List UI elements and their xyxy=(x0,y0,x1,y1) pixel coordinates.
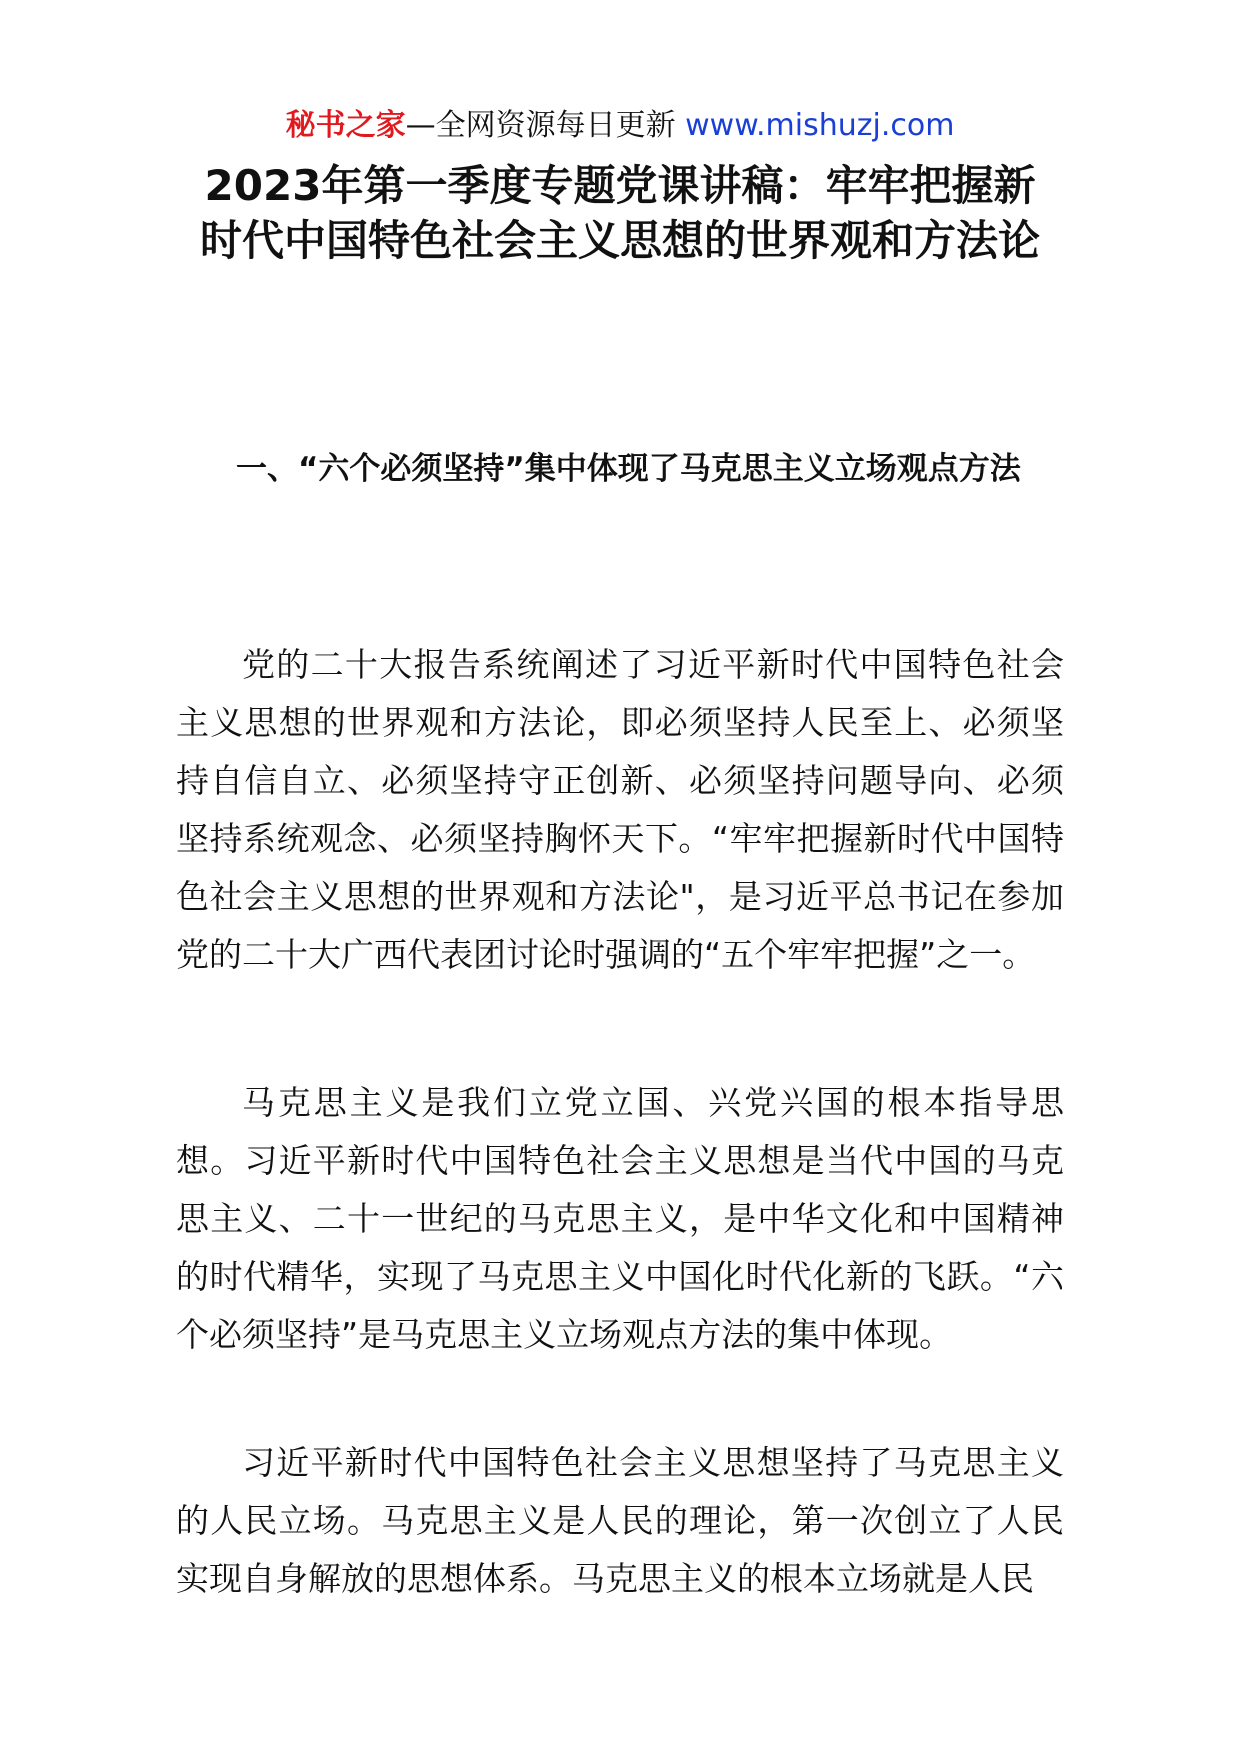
site-header xyxy=(0,106,1240,146)
site-tagline: —全网资源每日更新 xyxy=(405,108,676,143)
body-paragraph-2: 马克思主义是我们立党立国、兴党兴国的根本指导思想。习近平新时代中国特色社会主义思想是当代中国的马克思主义、二十一世纪的马克思主义，是中华文化和中国精神的时代精华，实现了马克思主义中国化时代化新的飞跃。“六个必须坚持”是马克思主义立场观点方法的集中体现。 xyxy=(176,1083,1064,1354)
site-url[interactable]: www.mishuzj.com xyxy=(685,108,955,143)
site-name: 秘书之家 xyxy=(285,108,406,143)
document-title: 2023年第一季度专题党课讲稿：牢牢把握新时代中国特色社会主义思想的世界观和方法论 xyxy=(199,161,1040,265)
body-paragraph-1: 党的二十大报告系统阐述了习近平新时代中国特色社会主义思想的世界观和方法论，即必须坚持人民至上、必须坚持自信自立、必须坚持守正创新、必须坚持问题导向、必须坚持系统观念、必须坚持胸怀天下。“牢牢把握新时代中国特色社会主义思想的世界观和方法论"，是习近平总书记在参加党的二十大广西代表团讨论时强调的“五个牢牢把握”之一。 xyxy=(176,645,1064,974)
section-heading: 一、“六个必须坚持”集中体现了马克思主义立场观点方法 xyxy=(236,451,1021,487)
body-paragraph-3: 习近平新时代中国特色社会主义思想坚持了马克思主义的人民立场。马克思主义是人民的理论，第一次创立了人民实现自身解放的思想体系。马克思主义的根本立场就是人民 xyxy=(176,1443,1064,1598)
